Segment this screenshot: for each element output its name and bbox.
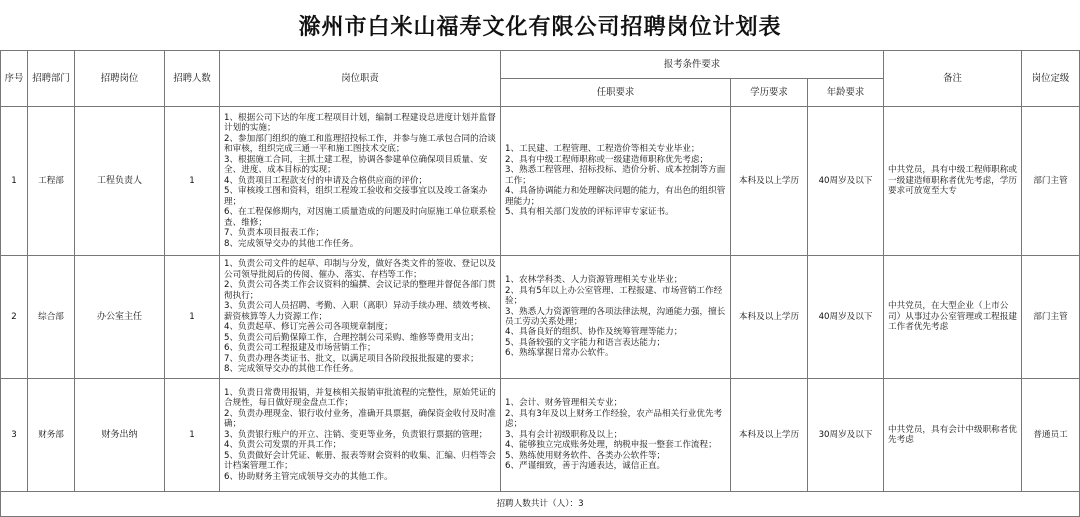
cell-no: 3 (1, 379, 28, 492)
cell-post: 财务出纳 (75, 379, 165, 492)
cell-education: 本科及以上学历 (731, 256, 808, 379)
requirement-line: 2、具有5年以上办公室管理、工程报建、市场营销工作经验； (505, 285, 723, 307)
header-job-requirements: 任职要求 (501, 79, 731, 107)
duty-line: 5、负责做好会计凭证、帐册、报表等财会资料的收集、汇编、归档等会计档案管理工作； (224, 450, 496, 472)
cell-duties (220, 107, 501, 256)
duty-line: 6、负责公司工程报建及市场营销工作； (224, 343, 376, 354)
requirement-line: 5、具有相关部门发放的评标评审专家证书。 (505, 207, 674, 218)
duty-line: 2、负责办理现金、银行收付业务，准确开具票据，确保资金收付及时准确； (224, 408, 496, 430)
cell-count: 1 (165, 256, 220, 379)
duty-line: 7、负责办理各类证书、批文，以满足项目各阶段报批报建的要求； (224, 353, 479, 364)
cell-no: 2 (1, 256, 28, 379)
cell-no: 1 (1, 107, 28, 256)
requirement-line: 3、熟悉人力资源管理的各项法律法规，沟通能力强，擅长员工劳动关系处理； (505, 306, 726, 327)
table-row (1, 379, 1080, 492)
requirement-line: 2、具有中级工程师职称或一级建造师职称优先考虑； (505, 154, 709, 165)
cell-duties (220, 256, 501, 379)
cell-count: 1 (165, 379, 220, 492)
header-level: 岗位定级 (1022, 51, 1080, 107)
cell-remark: 中共党员，在大型企业（上市公司）从事过办公室管理或工程报建工作者优先考虑 (884, 256, 1022, 379)
requirement-line: 3、具有会计初级职称及以上； (505, 429, 623, 440)
requirement-line: 1、会计、财务管理相关专业； (505, 398, 623, 409)
cell-requirements (501, 256, 731, 379)
duty-line: 4、负责公司发票的开具工作； (224, 440, 342, 451)
requirement-line: 2、具有3年及以上财务工作经验，农产品相关行业优先考虑； (505, 408, 723, 430)
total-count: 招聘人数共计（人）：3 (1, 492, 1080, 517)
cell-level: 普通员工 (1022, 379, 1080, 492)
requirement-line: 6、严谨细致，善于沟通表达，诚信正直。 (505, 461, 666, 472)
cell-count: 1 (165, 107, 220, 256)
cell-post: 办公室主任 (75, 256, 165, 379)
cell-education: 本科及以上学历 (731, 107, 808, 256)
cell-duties (220, 379, 501, 492)
header-dept: 招聘部门 (28, 51, 75, 107)
requirement-line: 3、熟悉工程管理、招标投标、造价分析、成本控制等方面工作； (505, 165, 726, 186)
header-row-1 (1, 51, 1080, 79)
cell-requirements (501, 379, 731, 492)
cell-dept: 综合部 (28, 256, 75, 379)
header-remark: 备注 (884, 51, 1022, 107)
duty-line: 2、负责公司各类工作会议资料的编撰、会议记录的整理并督促各部门贯彻执行； (224, 280, 496, 301)
requirement-line: 4、能够独立完成账务处理，纳税申报一整套工作流程； (505, 440, 717, 451)
recruitment-table (0, 50, 1080, 517)
header-count: 招聘人数 (165, 51, 220, 107)
cell-remark: 中共党员，具有中级工程师职称或一级建造师职称者优先考虑，学历要求可放宽至大专 (884, 107, 1022, 256)
requirement-line: 1、工民建、工程管理、工程造价等相关专业毕业； (505, 144, 700, 155)
page-title: 滁州市白米山福寿文化有限公司招聘岗位计划表 (0, 0, 1080, 51)
duty-line: 4、负责项目工程款支付的申请及合格供应商的评价； (224, 175, 428, 186)
duty-line: 3、根据施工合同，主抓土建工程，协调各参建单位确保项目质量、安全、进度、成本目标的实现； (224, 154, 488, 176)
cell-requirements (501, 107, 731, 256)
requirement-line: 5、熟练使用财务软件、各类办公软件等； (505, 450, 666, 461)
requirement-line: 6、熟练掌握日常办公软件。 (505, 348, 614, 359)
cell-level: 部门主管 (1022, 256, 1080, 379)
requirement-line: 4、具备协调能力和处理解决问题的能力，有出色的组织管理能力； (505, 186, 726, 207)
duty-line: 3、负责公司人员招聘、考勤、入职（离职）异动手续办理、绩效考核、薪资核算等人力资源工作； (224, 301, 496, 322)
cell-post: 工程负责人 (75, 107, 165, 256)
header-duty: 岗位职责 (220, 51, 501, 107)
table-row (1, 107, 1080, 256)
requirement-line: 4、具备良好的组织、协作及统筹管理等能力； (505, 327, 683, 338)
duty-line: 8、完成领导交办的其他工作任务。 (224, 238, 359, 249)
cell-age: 30周岁及以下 (808, 379, 884, 492)
duty-line: 1、根据公司下达的年度工程项目计划，编制工程建设总进度计划并监督计划的实施； (224, 112, 496, 134)
cell-level: 部门主管 (1022, 107, 1080, 256)
duty-line: 5、负责公司后勤保障工作，合理控制公司采购、维修等费用支出； (224, 332, 479, 343)
cell-education: 本科及以上学历 (731, 379, 808, 492)
duty-line: 3、负责银行账户的开立、注销、变更等业务，负责银行票据的管理； (224, 429, 488, 440)
header-age: 年龄要求 (808, 79, 884, 107)
duty-line: 6、在工程保修期内，对因施工质量造成的问题及时向原施工单位联系检查、维修； (224, 207, 496, 228)
requirement-line: 1、农林学科类、人力资源管理相关专业毕业； (505, 275, 683, 286)
cell-age: 40周岁及以下 (808, 256, 884, 379)
duty-line: 8、完成领导交办的其他工作任务。 (224, 364, 359, 375)
duty-line: 5、审核竣工图和资料，组织工程竣工验收和交接事宜以及竣工备案办理； (224, 186, 488, 207)
cell-dept: 财务部 (28, 379, 75, 492)
duty-line: 1、负责日常费用报销，并复核相关报销审批流程的完整性，原始凭证的合规性，每日做好现金盘点工作； (224, 387, 496, 409)
table-row (1, 256, 1080, 379)
footer-row (1, 492, 1080, 517)
duty-line: 2、参加部门组织的施工和监理招投标工作，并参与施工承包合同的洽谈和审核，组织完成三通一平和施工图技术交底； (224, 133, 496, 155)
header-no: 序号 (1, 51, 28, 107)
duty-line: 1、负责公司文件的起草、印制与分发，做好各类文件的签收、登记以及公司领导批阅后的传阅、催办、落实、存档等工作； (224, 259, 496, 280)
header-requirements-group: 报考条件要求 (501, 51, 884, 79)
duty-line: 4、负责起草、修订完善公司各项规章制度； (224, 322, 393, 333)
header-post: 招聘岗位 (75, 51, 165, 107)
cell-dept: 工程部 (28, 107, 75, 256)
requirement-line: 5、具备较强的文字能力和语言表达能力； (505, 337, 666, 348)
duty-line: 6、协助财务主管完成领导交办的其他工作。 (224, 471, 393, 482)
duty-line: 7、负责本项目报表工作； (224, 228, 324, 239)
cell-age: 40周岁及以下 (808, 107, 884, 256)
header-education: 学历要求 (731, 79, 808, 107)
cell-remark: 中共党员，具有会计中级职称者优先考虑 (884, 379, 1022, 492)
